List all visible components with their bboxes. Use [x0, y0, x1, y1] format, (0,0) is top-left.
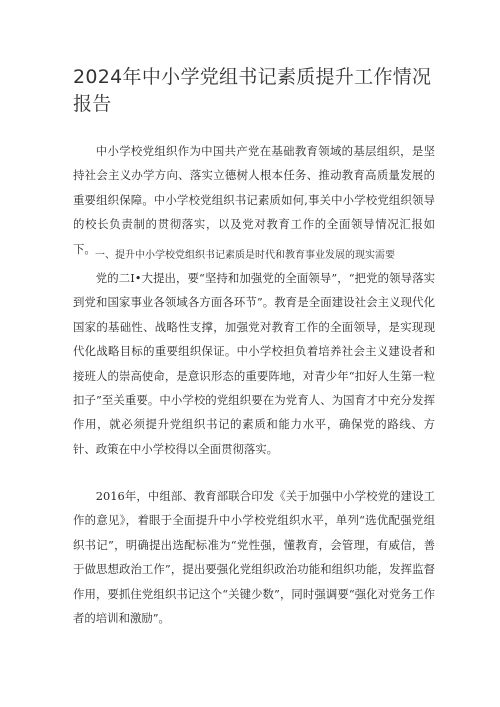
- section-heading-block: [73, 248, 435, 264]
- section-heading: 一、提升中小学校党组织书记素质是时代和教育事业发展的现实需要: [95, 250, 395, 261]
- paragraph-3-block: [73, 484, 435, 630]
- intro-paragraph: 中小学校党组织作为中国共产党在基础教育领域的基层组织，是坚持社会主义办学方向、落实立德树人根本任务、推动教育高质量发展的重要组织保障。中小学校党组织书记素质如何,事关中小学校党组织领导的校长负责制的贯彻落实，以及党对教育工作的全面领导情况汇报如下。: [73, 144, 435, 256]
- document-title: 2024年中小学党组书记素质提升工作情况报告: [73, 66, 432, 115]
- intro-paragraph-block: [73, 139, 435, 261]
- body-paragraph: 2016年，中组部、教育部联合印发《关于加强中小学校党的建设工作的意见》，着眼于全面提升中小学校党组织水平，单列“选优配强党组织书记”，明确提出选配标准为“党性强，懂教育，会管理，有威信，善于做思想政治工作”，提出要强化党组织政治功能和组织功能，发挥监督作用，要抓住党组织书记这个“关键少数”，同时强调要“强化对党务工作者的培训和激励”。: [73, 489, 435, 626]
- paragraph-2-block: [73, 266, 435, 461]
- body-paragraph: 党的二I•大提出，要“坚持和加强党的全面领导”，“把党的领导落实到党和国家事业各领域各方面各环节”。教育是全面建设社会主义现代化国家的基础性、战略性支撑，加强党对教育工作的全面领导，是实现现代化战略目标的重要组织保证。中小学校担负着培养社会主义建设者和接班人的崇高使命，是意识形态的重要阵地，对青少年“扣好人生第一粒扣子”至关重要。中小学校的党组织要在为党育人、为国育才中充分发挥作用，就必须提升党组织书记的素质和能力水平，确保党的路线、方针、政策在中小学校得以全面贯彻落实。: [73, 271, 435, 456]
